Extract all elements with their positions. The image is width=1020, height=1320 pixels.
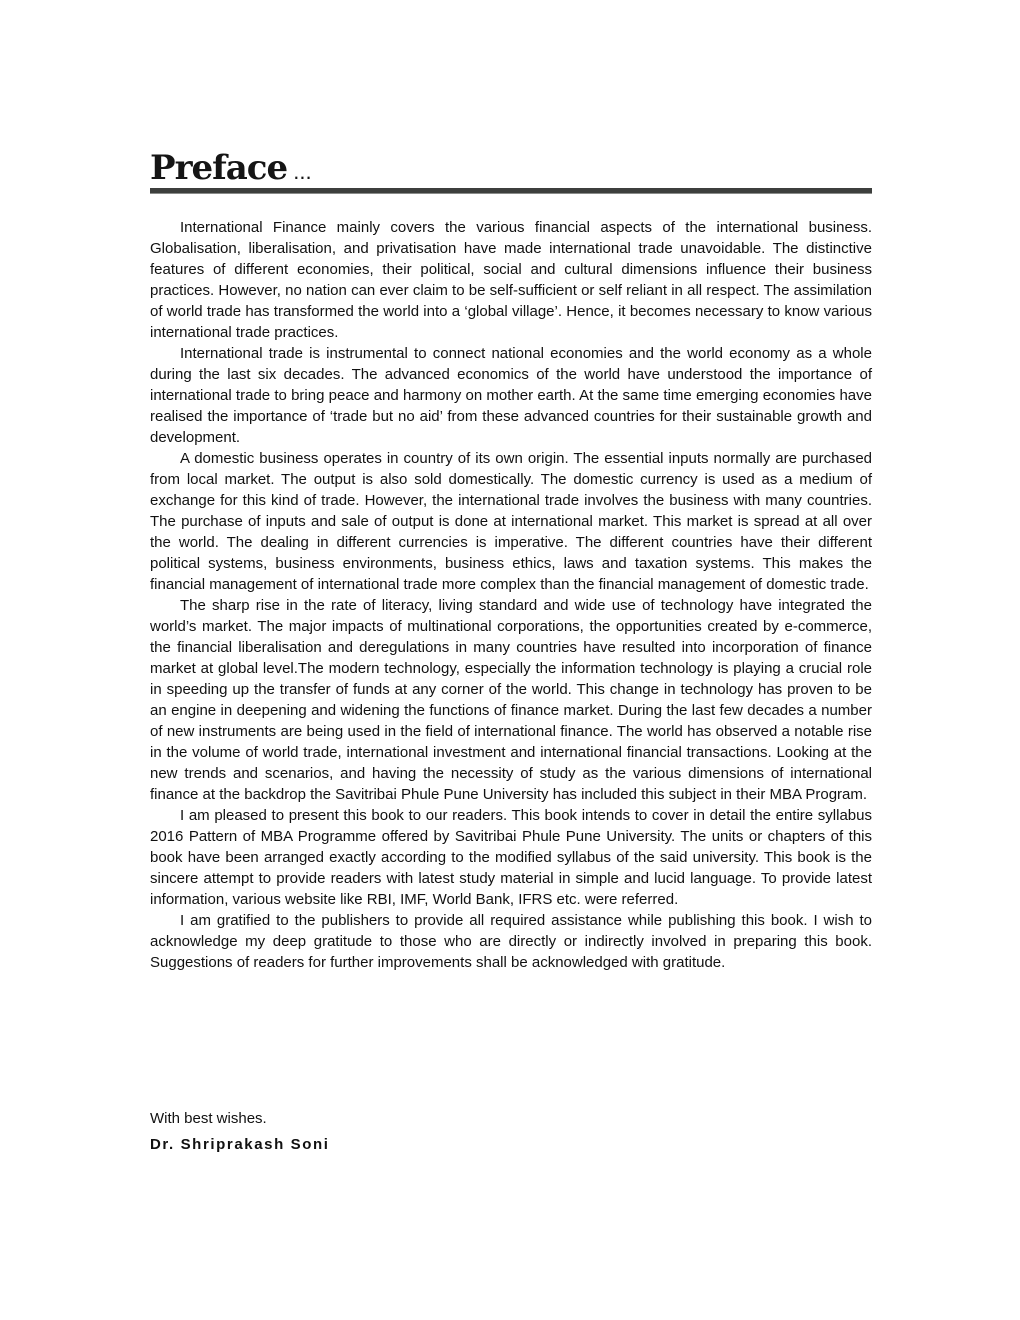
paragraph-4: The sharp rise in the rate of literacy, living standard and wide use of technology have integrated the world’s market. The major impacts of multinational corporations, the opportunities created by e-commerce, the financial liberalisation and deregulations in many countries have resulted into incorporation of finance market at global level.The modern technology, especially the information technology is playing a crucial role in speeding up the transfer of funds at any corner of the world. This change in technology has proven to be an engine in deepening and widening the functions of finance market. During the last few decades a number of new instruments are being used in the field of international finance. The world has observed a notable rise in the volume of world trade, international investment and international financial transactions. Looking at the new trends and scenarios, and having the necessity of study as the various dimensions of international finance at the backdrop the Savitribai Phule Pune University has included this subject in their MBA Program. bbox=[150, 597, 872, 803]
paragraph-3: A domestic business operates in country of its own origin. The essential inputs normally are purchased from local market. The output is also sold domestically. The domestic currency is used as a medium of exchange for this kind of trade. However, the international trade involves the business with many countries. The purchase of inputs and sale of output is done at international market. This market is spread at all over the world. The dealing in different currencies is imperative. The different countries have their different political systems, business environments, business ethics, laws and taxation systems. This makes the financial management of international trade more complex than the financial management of domestic trade. bbox=[150, 450, 872, 593]
title-underline-rule bbox=[150, 188, 872, 194]
closing-wishes: With best wishes. bbox=[150, 1110, 267, 1127]
paragraph-6: I am gratified to the publishers to provide all required assistance while publishing this book. I wish to acknowledge my deep gratitude to those who are directly or indirectly involved in preparing this book. Suggestions of readers for further improvements shall be acknowledged with gratitude. bbox=[150, 912, 872, 971]
paragraph-5: I am pleased to present this book to our readers. This book intends to cover in detail the entire syllabus 2016 Pattern of MBA Programme offered by Savitribai Phule Pune University. The units or chapters of this book have been arranged exactly according to the modified syllabus of the said university. This book is the sincere attempt to provide readers with latest study material in simple and lucid language. To provide latest information, various website like RBI, IMF, World Bank, IFRS etc. were referred. bbox=[150, 807, 872, 908]
title-text: Preface bbox=[150, 148, 288, 188]
paragraph-1: International Finance mainly covers the various financial aspects of the international business. Globalisation, liberalisation, and privatisation have made international trade unavoidable. The distinctive features of different economies, their political, social and cultural dimensions influence their business practices. However, no nation can ever claim to be self-sufficient or self reliant in all respect. The assimilation of world trade has transformed the world into a ‘global village’. Hence, it becomes necessary to know various international trade practices. bbox=[150, 219, 872, 341]
paragraph-2: International trade is instrumental to connect national economies and the world economy as a whole during the last six decades. The advanced economics of the world have understood the importance of international trade to bring peace and harmony on mother earth. At the same time emerging economies have realised the importance of ‘trade but no aid’ from these advanced countries for their sustainable growth and development. bbox=[150, 345, 872, 446]
author-name: Dr. Shriprakash Soni bbox=[150, 1136, 330, 1153]
title-ellipsis: ... bbox=[287, 159, 312, 184]
preface-body bbox=[150, 217, 872, 973]
page-title bbox=[150, 148, 312, 192]
